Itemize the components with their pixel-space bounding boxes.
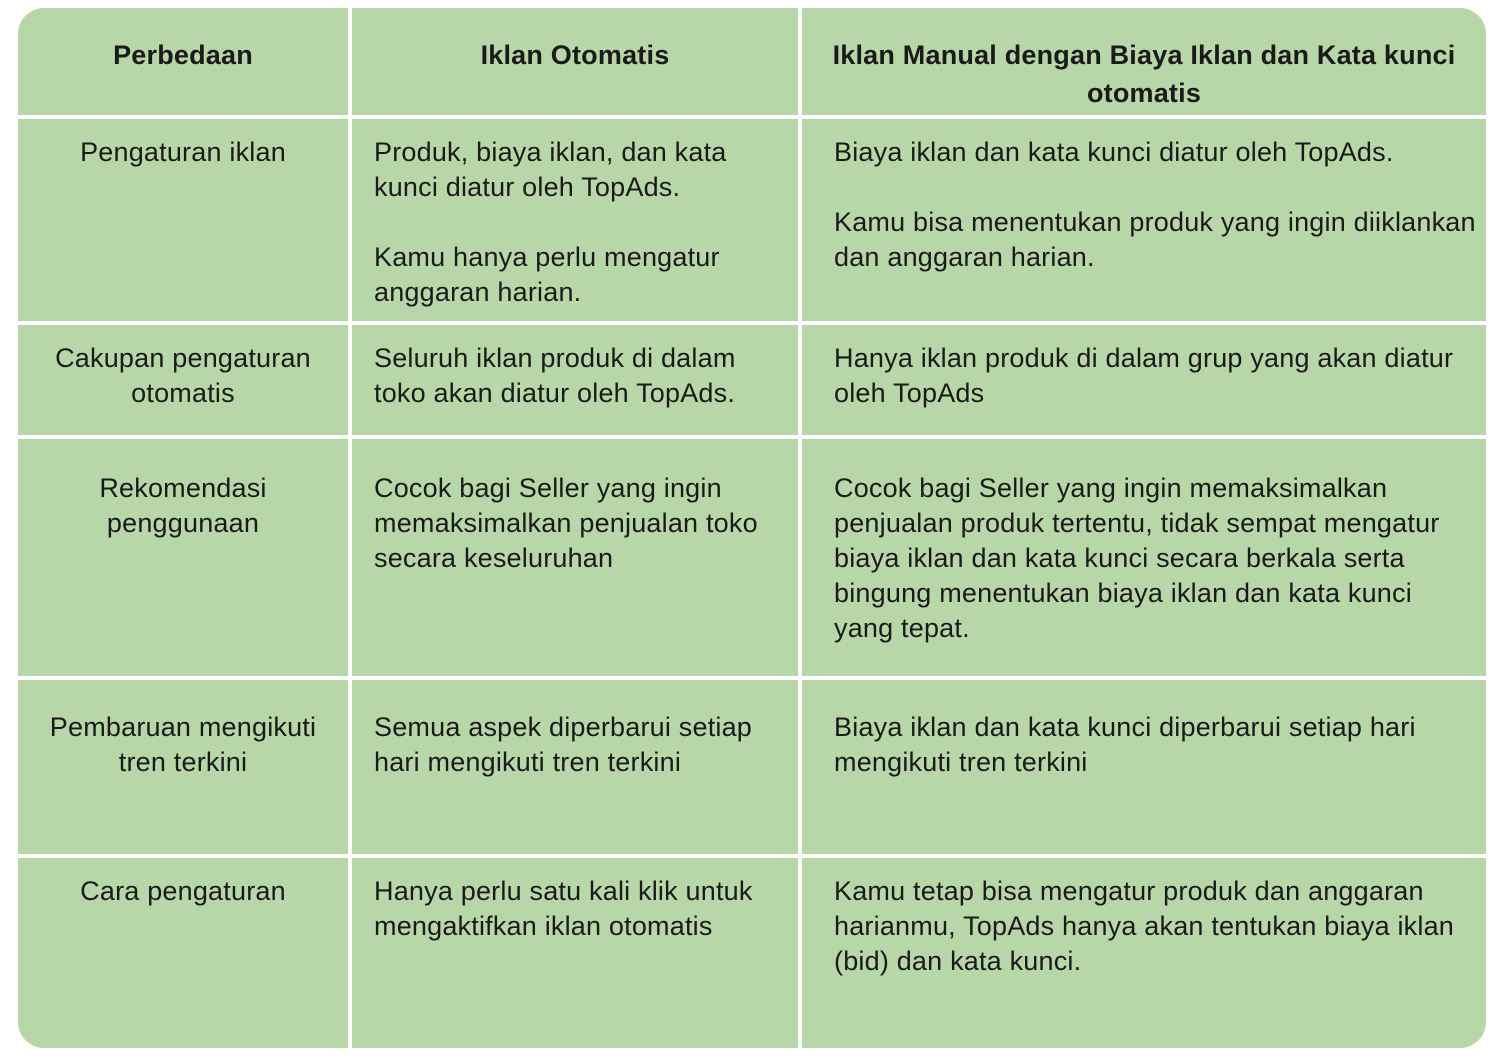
- header-iklan-otomatis: Iklan Otomatis: [352, 8, 798, 115]
- comparison-table: [18, 8, 1486, 1048]
- cell-paragraph: Semua aspek diperbarui setiap hari mengikuti tren terkini: [374, 712, 753, 777]
- comparison-grid: [18, 8, 1486, 1048]
- row-label-pengaturan-iklan: Pengaturan iklan: [18, 119, 348, 321]
- cell-paragraph: Cocok bagi Seller yang ingin memaksimalkan penjualan toko secara keseluruhan: [374, 473, 758, 573]
- cell-paragraph: Hanya perlu satu kali klik untuk mengaktifkan iklan otomatis: [374, 876, 753, 941]
- cell-paragraph: Kamu bisa menentukan produk yang ingin diiklankan dan anggaran harian.: [834, 207, 1476, 272]
- row-label-cara-pengaturan: Cara pengaturan: [18, 858, 348, 1048]
- cell-manual-pembaruan-tren: [802, 680, 1486, 854]
- cell-paragraph: Kamu hanya perlu mengatur anggaran harian.: [374, 242, 720, 307]
- cell-paragraph: Produk, biaya iklan, dan kata kunci diatur oleh TopAds.: [374, 137, 727, 202]
- cell-paragraph: Seluruh iklan produk di dalam toko akan diatur oleh TopAds.: [374, 343, 736, 408]
- row-label-rekomendasi-penggunaan: Rekomendasi penggunaan: [18, 439, 348, 676]
- cell-manual-cara-pengaturan: [802, 858, 1486, 1048]
- cell-paragraph: Hanya iklan produk di dalam grup yang akan diatur oleh TopAds: [834, 343, 1454, 408]
- cell-auto-rekomendasi-penggunaan: [352, 439, 798, 676]
- row-label-cakupan-pengaturan: Cakupan pengaturan otomatis: [18, 325, 348, 435]
- header-iklan-manual: Iklan Manual dengan Biaya Iklan dan Kata kunci otomatis: [802, 8, 1486, 115]
- cell-auto-cara-pengaturan: [352, 858, 798, 1048]
- cell-paragraph: Cocok bagi Seller yang ingin memaksimalkan penjualan produk tertentu, tidak sempat mengatur biaya iklan dan kata kunci secara berkala serta bingung menentukan biaya iklan dan kata kunci yang tepat.: [834, 473, 1440, 643]
- cell-manual-cakupan-pengaturan: [802, 325, 1486, 435]
- cell-auto-pengaturan-iklan: [352, 119, 798, 321]
- cell-auto-pembaruan-tren: [352, 680, 798, 854]
- cell-manual-rekomendasi-penggunaan: [802, 439, 1486, 676]
- row-label-pembaruan-tren: Pembaruan mengikuti tren terkini: [18, 680, 348, 854]
- cell-paragraph: Biaya iklan dan kata kunci diatur oleh TopAds.: [834, 137, 1394, 167]
- cell-auto-cakupan-pengaturan: [352, 325, 798, 435]
- cell-paragraph: Kamu tetap bisa mengatur produk dan anggaran harianmu, TopAds hanya akan tentukan biaya iklan (bid) dan kata kunci.: [834, 876, 1455, 976]
- cell-paragraph: Biaya iklan dan kata kunci diperbarui setiap hari mengikuti tren terkini: [834, 712, 1416, 777]
- header-perbedaan: Perbedaan: [18, 8, 348, 115]
- cell-manual-pengaturan-iklan: [802, 119, 1486, 321]
